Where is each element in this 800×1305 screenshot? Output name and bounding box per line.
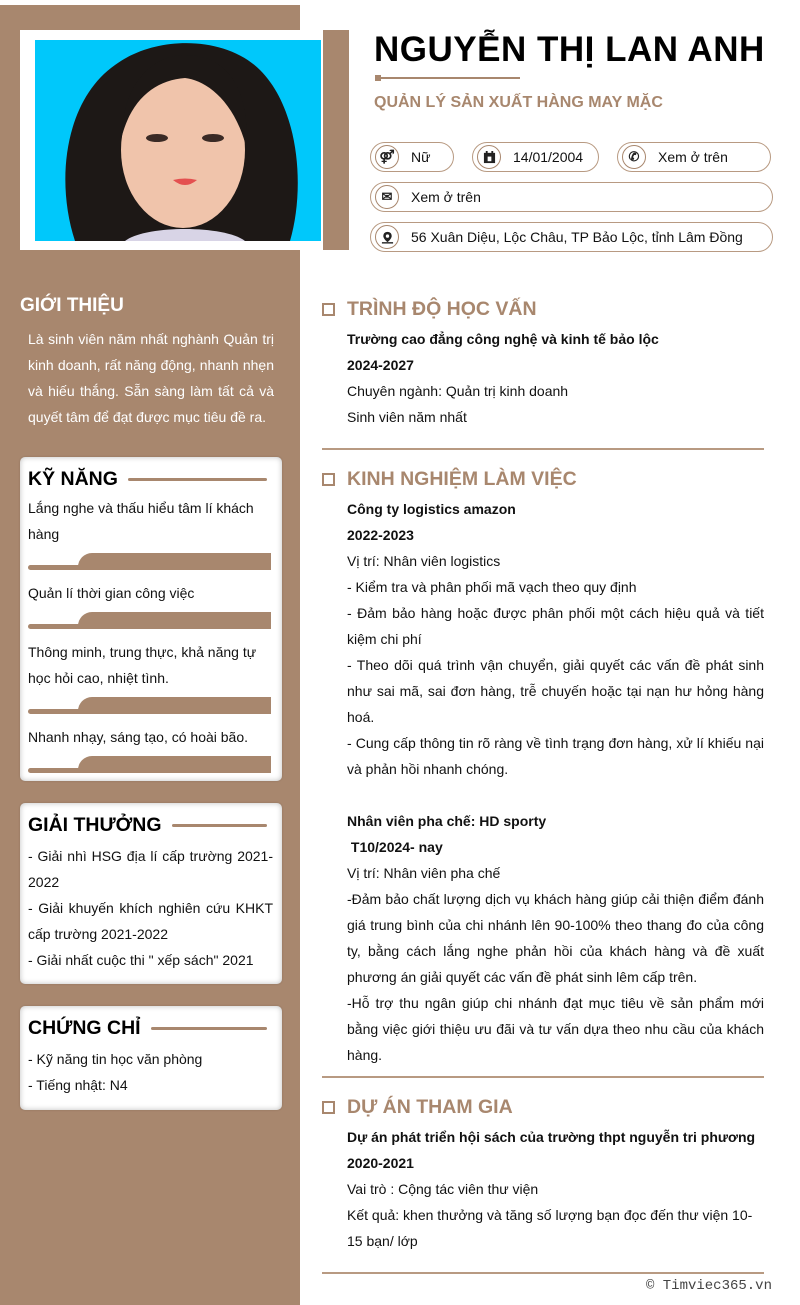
experience-heading: KINH NGHIỆM LÀM VIỆC [322,466,764,492]
skill-level-bar [28,697,271,714]
project-name: Dự án phát triển hội sách của trường thpt nguyễn tri phương [347,1129,756,1145]
award-item: - Giải nhất cuộc thi " xếp sách" 2021 [28,952,254,968]
address-value: 56 Xuân Diệu, Lộc Châu, TP Bảo Lộc, tỉnh Lâm Đồng [411,229,743,245]
certificate-item: - Kỹ năng tin học văn phòng [28,1051,203,1067]
education-heading: TRÌNH ĐỘ HỌC VẤN [322,296,764,322]
gender-icon: ⚤ [375,145,399,169]
job-period: T10/2024- nay [347,839,443,855]
certificates-card [20,1006,282,1110]
candidate-name: NGUYỄN THỊ LAN ANH [374,30,765,69]
copyright-footer: © Timviec365.vn [645,1278,772,1294]
project-period: 2020-2021 [347,1155,414,1171]
skills-card [20,457,282,781]
skill-item: Quản lí thời gian công việc [28,580,273,629]
skill-level-bar [28,756,271,773]
avatar [35,40,321,241]
job-period: 2022-2023 [347,527,414,543]
project-role: Vai trò : Cộng tác viên thư viện [347,1181,539,1197]
skill-level-bar [28,553,271,570]
education-period: 2024-2027 [347,357,414,373]
contact-gender [370,142,454,172]
job-duty: - Đảm bảo hàng hoặc được phân phối một cách hiệu quả và tiết kiệm chi phí [347,605,764,647]
contact-birthday [472,142,599,172]
birthday-value: 14/01/2004 [513,149,584,165]
certificate-item: - Tiếng nhật: N4 [28,1077,128,1093]
contact-address [370,222,773,252]
awards-heading: GIẢI THƯỞNG [28,811,273,839]
job-duty: - Cung cấp thông tin rõ ràng về tình trạng đơn hàng, xử lí khiếu nại và phản hồi nhanh chóng. [347,735,764,777]
phone-icon: ✆ [622,145,646,169]
job-title: QUẢN LÝ SẢN XUẤT HÀNG MAY MẶC [374,94,663,111]
section-divider [322,1076,764,1078]
school-name: Trường cao đẳng công nghệ và kinh tế bảo lộc [347,331,659,347]
job-duty: - Theo dõi quá trình vận chuyển, giải quyết các vấn đề phát sinh như sai mã, sai đơn hàng, trễ chuyến hoặc tại nạn hư hỏng hàng hoá. [347,657,764,725]
email-value: Xem ở trên [411,189,481,205]
intro-text: Là sinh viên năm nhất nghành Quản trị kinh doanh, rất năng động, nhanh nhẹn và hiếu thắng. Sẵn sàng làm tất cả và quyết tâm để đạt được mục tiêu đề ra. [28,331,274,425]
education-note: Sinh viên năm nhất [347,409,467,425]
contact-email [370,182,773,212]
name-underline [375,77,520,79]
education-section [322,296,764,430]
project-result: Kết quả: khen thưởng và tăng số lượng bạn đọc đến thư viện 10-15 bạn/ lớp [347,1207,753,1249]
skill-item: Thông minh, trung thực, khả năng tự học hỏi cao, nhiệt tình. [28,639,273,714]
company-name: Công ty logistics amazon [347,501,516,517]
email-icon: ✉ [375,185,399,209]
intro-heading: GIỚI THIỆU [20,295,124,316]
company-name: Nhân viên pha chế: HD sporty [347,813,547,829]
section-divider [322,448,764,450]
contact-phone [617,142,771,172]
section-divider [322,1272,764,1274]
skill-level-bar [28,612,271,629]
square-bullet-icon [322,473,335,486]
award-item: - Giải nhì HSG địa lí cấp trường 2021-2022 [28,848,273,890]
award-item: - Giải khuyến khích nghiên cứu KHKT cấp trường 2021-2022 [28,900,273,942]
square-bullet-icon [322,1101,335,1114]
square-bullet-icon [322,303,335,316]
certificates-heading: CHỨNG CHỈ [28,1014,273,1042]
skills-heading: KỸ NĂNG [28,465,273,493]
job-duty: -Hỗ trợ thu ngân giúp chi nhánh đạt mục tiêu về sản phẩm mới bằng việc giới thiệu ưu đãi và tư vấn dựa theo nhu cầu của khách hàng. [347,995,764,1063]
phone-value: Xem ở trên [658,149,728,165]
projects-section [322,1094,764,1254]
skill-item: Nhanh nhạy, sáng tạo, có hoài bão. [28,724,273,773]
job-duty: - Kiểm tra và phân phối mã vạch theo quy định [347,579,637,595]
projects-heading: DỰ ÁN THAM GIA [322,1094,764,1120]
education-major: Chuyên ngành: Quản trị kinh doanh [347,383,569,399]
calendar-icon [477,145,501,169]
job-position: Vị trí: Nhân viên pha chế [347,865,501,881]
job-position: Vị trí: Nhân viên logistics [347,553,501,569]
gender-value: Nữ [411,149,431,165]
location-icon [375,225,399,249]
skill-item: Lắng nghe và thấu hiểu tâm lí khách hàng [28,495,273,570]
photo-accent-bar [323,30,349,250]
job-duty: -Đảm bảo chất lượng dịch vụ khách hàng giúp cải thiện điểm đánh giá trung bình của chi nhánh lên 90-100% theo thang đo của công ty, bằng cách lắng nghe phản hồi của khách hàng và đề xuất phương án giải quyết các vấn đề phát sinh lêm cấp trên. [347,891,764,985]
experience-section [322,466,764,1068]
awards-card [20,803,282,984]
